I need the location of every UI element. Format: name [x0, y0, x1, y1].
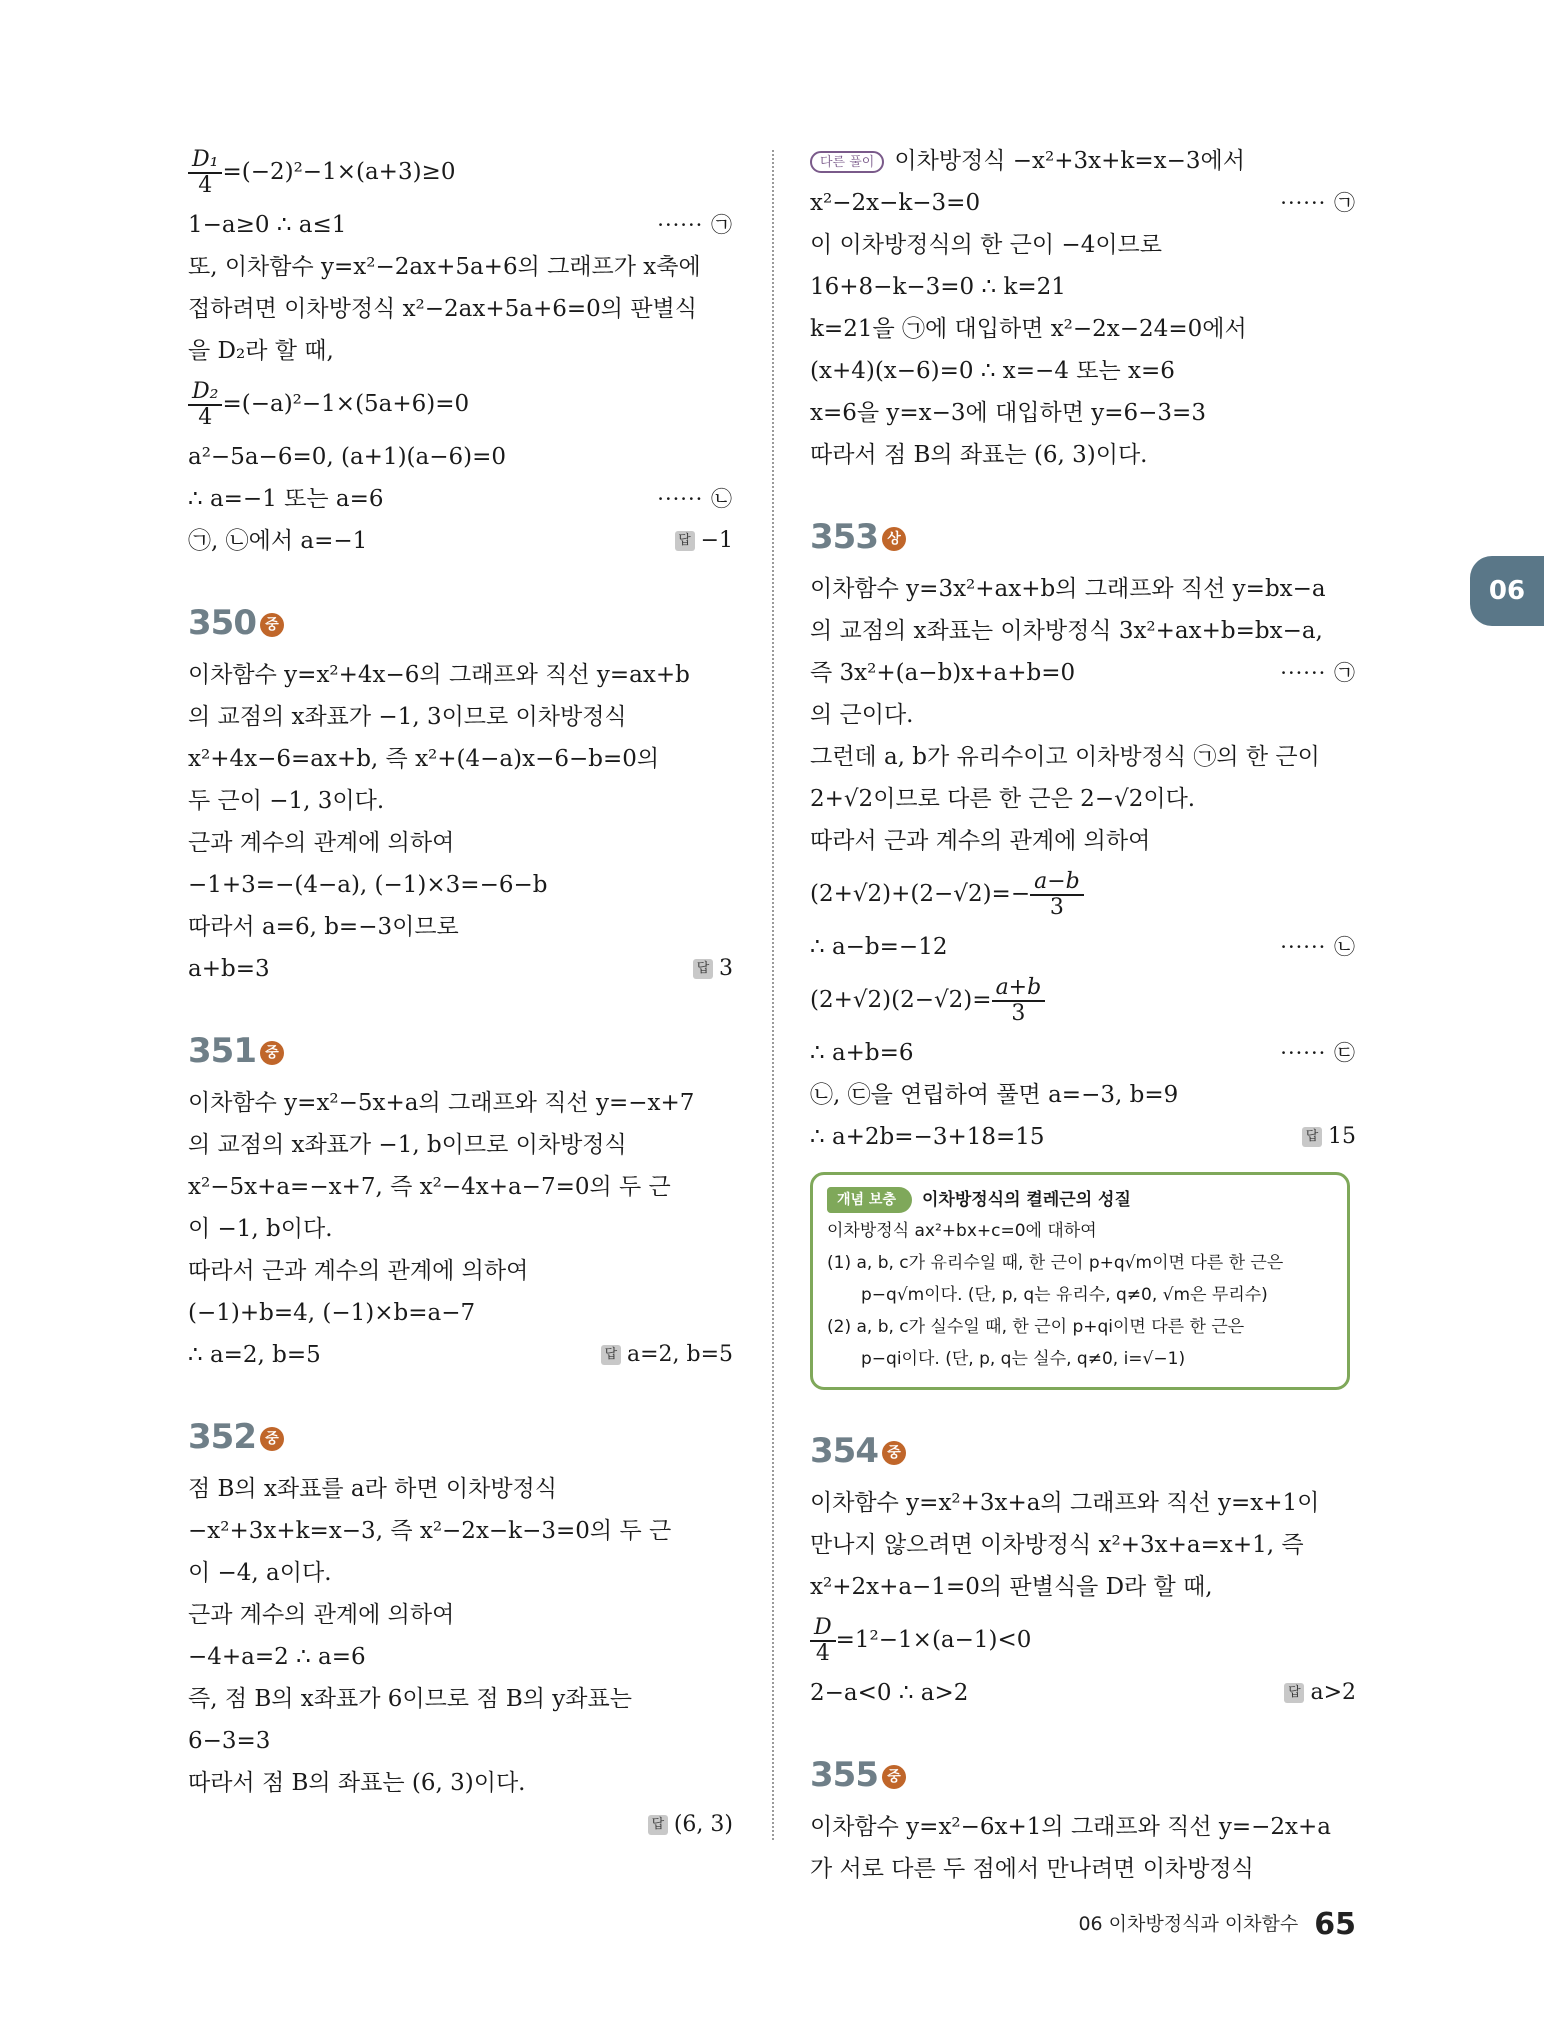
- text-line: 의 교점의 x좌표는 이차방정식 3x²+ax+b=bx−a,: [810, 618, 1323, 644]
- equation-marker: ······ ㉠: [657, 213, 733, 237]
- concept-header: 개념 보충 이차방정식의 켤레근의 성질: [827, 1185, 1333, 1215]
- text-line: 즉 3x²+(a−b)x+a+b=0 ······ ㉠: [810, 652, 1356, 694]
- text-line: 즉, 점 B의 x좌표가 6이므로 점 B의 y좌표는: [188, 1686, 632, 1712]
- difficulty-badge: 중: [260, 1041, 284, 1065]
- answer-tag-icon: 답: [648, 1815, 668, 1835]
- equation-marker: ······ ㉢: [1280, 1041, 1356, 1065]
- text-line: 이 −1, b이다.: [188, 1216, 333, 1242]
- fraction: $\frac{a-b}{3}$: [1030, 870, 1084, 920]
- answer-tag-icon: 답: [693, 959, 713, 979]
- answer: 답 15: [1302, 1116, 1356, 1158]
- text-line: −1+3=−(4−a), (−1)×3=−6−b: [188, 872, 548, 898]
- column-divider: [772, 150, 774, 1840]
- problem-number: 351 중: [188, 1020, 733, 1082]
- text-line: (−1)+b=4, (−1)×b=a−7: [188, 1300, 476, 1326]
- text-line: ∴ a−b=−12 ······ ㉡: [810, 926, 1356, 968]
- text-line: a²−5a−6=0, (a+1)(a−6)=0: [188, 444, 507, 470]
- text-line: x²−2x−k−3=0 ······ ㉠: [810, 182, 1356, 224]
- text-line: 이차함수 y=x²−5x+a의 그래프와 직선 y=−x+7: [188, 1090, 695, 1116]
- answer-tag-icon: 답: [1284, 1683, 1304, 1703]
- text-line: 두 근이 −1, 3이다.: [188, 788, 385, 814]
- text-line: 16+8−k−3=0 ∴ k=21: [810, 274, 1066, 300]
- text-line: 이차함수 y=x²+4x−6의 그래프와 직선 y=ax+b: [188, 662, 690, 688]
- fraction: $\frac{D}{4}$: [810, 1616, 836, 1666]
- text-line: 2−a<0 ∴ a>2 답 a>2: [810, 1672, 1356, 1714]
- text-line: 의 근이다.: [810, 702, 914, 728]
- answer: 답 −1: [675, 520, 733, 562]
- text-line: 의 교점의 x좌표가 −1, 3이므로 이차방정식: [188, 704, 627, 730]
- difficulty-badge: 상: [882, 527, 906, 551]
- text-line: [188, 1804, 733, 1846]
- fraction: $\frac{a+b}{3}$: [992, 976, 1046, 1026]
- text-line: x²+4x−6=ax+b, 즉 x²+(4−a)x−6−b=0의: [188, 746, 660, 772]
- difficulty-badge: 중: [882, 1765, 906, 1789]
- answer: 답 3: [693, 948, 733, 990]
- equation-marker: ······ ㉡: [1280, 935, 1356, 959]
- equation-line: (2+√2)(2−√2)= $\frac{a+b}{3}$: [810, 968, 1356, 1032]
- text-line: ∴ a=−1 또는 a=6 ······ ㉡: [188, 478, 733, 520]
- text-line: 6−3=3: [188, 1728, 271, 1754]
- equation-line: $\frac{\text{D₂}}{4}$ =(−a)²−1×(5a+6)=0: [188, 372, 733, 436]
- text-line: 이차함수 y=x²−6x+1의 그래프와 직선 y=−2x+a: [810, 1814, 1332, 1840]
- text-line: 가 서로 다른 두 점에서 만나려면 이차방정식: [810, 1856, 1254, 1882]
- equation-line: $\frac{\text{D₁}}{4}$ =(−2)²−1×(a+3)≥0: [188, 140, 733, 204]
- fraction: $\frac{\text{D₂}}{4}$: [188, 380, 222, 430]
- concept-line: p−qi이다. (단, p, q는 실수, q≠0, i=√−1): [861, 1349, 1186, 1369]
- text-line: ∴ a+b=6 ······ ㉢: [810, 1032, 1356, 1074]
- problem-number: 355 중: [810, 1744, 1356, 1806]
- answer: 답 a>2: [1284, 1672, 1356, 1714]
- text-line: 이 −4, a이다.: [188, 1560, 332, 1586]
- text-line: ∴ a+2b=−3+18=15 답 15: [810, 1116, 1356, 1158]
- text-line: 이 이차방정식의 한 근이 −4이므로: [810, 232, 1162, 258]
- problem-number: 354 중: [810, 1420, 1356, 1482]
- concept-box: [810, 1172, 1350, 1390]
- answer: 답 (6, 3): [648, 1804, 733, 1846]
- text-line: 이차함수 y=3x²+ax+b의 그래프와 직선 y=bx−a: [810, 576, 1326, 602]
- concept-line: (1) a, b, c가 유리수일 때, 한 근이 p+q√m이면 다른 한 근은: [827, 1253, 1284, 1273]
- answer-tag-icon: 답: [675, 531, 695, 551]
- text-line: 접하려면 이차방정식 x²−2ax+5a+6=0의 판별식: [188, 296, 697, 322]
- equation-line: (2+√2)+(2−√2)=− $\frac{a-b}{3}$: [810, 862, 1356, 926]
- concept-line: (2) a, b, c가 실수일 때, 한 근이 p+qi이면 다른 한 근은: [827, 1317, 1245, 1337]
- fraction: $\frac{\text{D₁}}{4}$: [188, 148, 222, 198]
- equation-marker: ······ ㉡: [657, 487, 733, 511]
- chapter-side-tab: 06: [1470, 556, 1544, 626]
- text-line: 1−a≥0 ∴ a≤1 ······ ㉠: [188, 204, 733, 246]
- text-line: ㉡, ㉢을 연립하여 풀면 a=−3, b=9: [810, 1082, 1179, 1108]
- text-line: 따라서 점 B의 좌표는 (6, 3)이다.: [188, 1770, 526, 1796]
- equation-marker: ······ ㉠: [1280, 191, 1356, 215]
- text-line: 근과 계수의 관계에 의하여: [188, 1602, 455, 1628]
- text-line: 만나지 않으려면 이차방정식 x²+3x+a=x+1, 즉: [810, 1532, 1304, 1558]
- text-line: 그런데 a, b가 유리수이고 이차방정식 ㉠의 한 근이: [810, 744, 1320, 770]
- problem-number: 352 중: [188, 1406, 733, 1468]
- text-line: (x+4)(x−6)=0 ∴ x=−4 또는 x=6: [810, 358, 1175, 384]
- problem-number: 353 상: [810, 506, 1356, 568]
- text-line: 점 B의 x좌표를 a라 하면 이차방정식: [188, 1476, 557, 1502]
- difficulty-badge: 중: [260, 1427, 284, 1451]
- text-line: 따라서 근과 계수의 관계에 의하여: [188, 1258, 529, 1284]
- page-number: 65: [1314, 1906, 1356, 1942]
- answer: 답 a=2, b=5: [601, 1334, 733, 1376]
- text-line: 이차함수 y=x²+3x+a의 그래프와 직선 y=x+1이: [810, 1490, 1320, 1516]
- problem-number: 350 중: [188, 592, 733, 654]
- text-line: k=21을 ㉠에 대입하면 x²−2x−24=0에서: [810, 316, 1247, 342]
- text-line: 의 교점의 x좌표가 −1, b이므로 이차방정식: [188, 1132, 627, 1158]
- text-line: x²−5x+a=−x+7, 즉 x²−4x+a−7=0의 두 근: [188, 1174, 671, 1200]
- text-line: 다른 풀이 이차방정식 −x²+3x+k=x−3에서: [810, 140, 1356, 182]
- difficulty-badge: 중: [882, 1441, 906, 1465]
- text-line: ∴ a=2, b=5 답 a=2, b=5: [188, 1334, 733, 1376]
- text-line: −4+a=2 ∴ a=6: [188, 1644, 366, 1670]
- text-line: x=6을 y=x−3에 대입하면 y=6−3=3: [810, 400, 1206, 426]
- page-footer: [1078, 1904, 1356, 1944]
- alt-solution-tag: 다른 풀이: [810, 151, 884, 173]
- concept-line: p−q√m이다. (단, p, q는 유리수, q≠0, √m은 무리수): [861, 1285, 1268, 1305]
- answer-tag-icon: 답: [601, 1345, 621, 1365]
- right-column: [810, 140, 1356, 1890]
- text-line: 따라서 점 B의 좌표는 (6, 3)이다.: [810, 442, 1148, 468]
- text-line: a+b=3 답 3: [188, 948, 733, 990]
- answer-tag-icon: 답: [1302, 1127, 1322, 1147]
- concept-badge: 개념 보충: [827, 1187, 912, 1213]
- chapter-title: 06 이차방정식과 이차함수: [1078, 1913, 1299, 1935]
- difficulty-badge: 중: [260, 613, 284, 637]
- left-column: [188, 140, 733, 1846]
- text-line: 따라서 근과 계수의 관계에 의하여: [810, 828, 1151, 854]
- text-line: 2+√2이므로 다른 한 근은 2−√2이다.: [810, 786, 1196, 812]
- text-line: 따라서 a=6, b=−3이므로: [188, 914, 459, 940]
- text-line: ㉠, ㉡에서 a=−1 답 −1: [188, 520, 733, 562]
- text-line: −x²+3x+k=x−3, 즉 x²−2x−k−3=0의 두 근: [188, 1518, 672, 1544]
- equation-marker: ······ ㉠: [1280, 661, 1356, 685]
- text-line: 또, 이차함수 y=x²−2ax+5a+6의 그래프가 x축에: [188, 254, 701, 280]
- equation-line: $\frac{D}{4}$ =1²−1×(a−1)<0: [810, 1608, 1356, 1672]
- text-line: x²+2x+a−1=0의 판별식을 D라 할 때,: [810, 1574, 1213, 1600]
- text-line: 을 D₂라 할 때,: [188, 338, 334, 364]
- text-line: 근과 계수의 관계에 의하여: [188, 830, 455, 856]
- concept-line: 이차방정식 ax²+bx+c=0에 대하여: [827, 1221, 1097, 1241]
